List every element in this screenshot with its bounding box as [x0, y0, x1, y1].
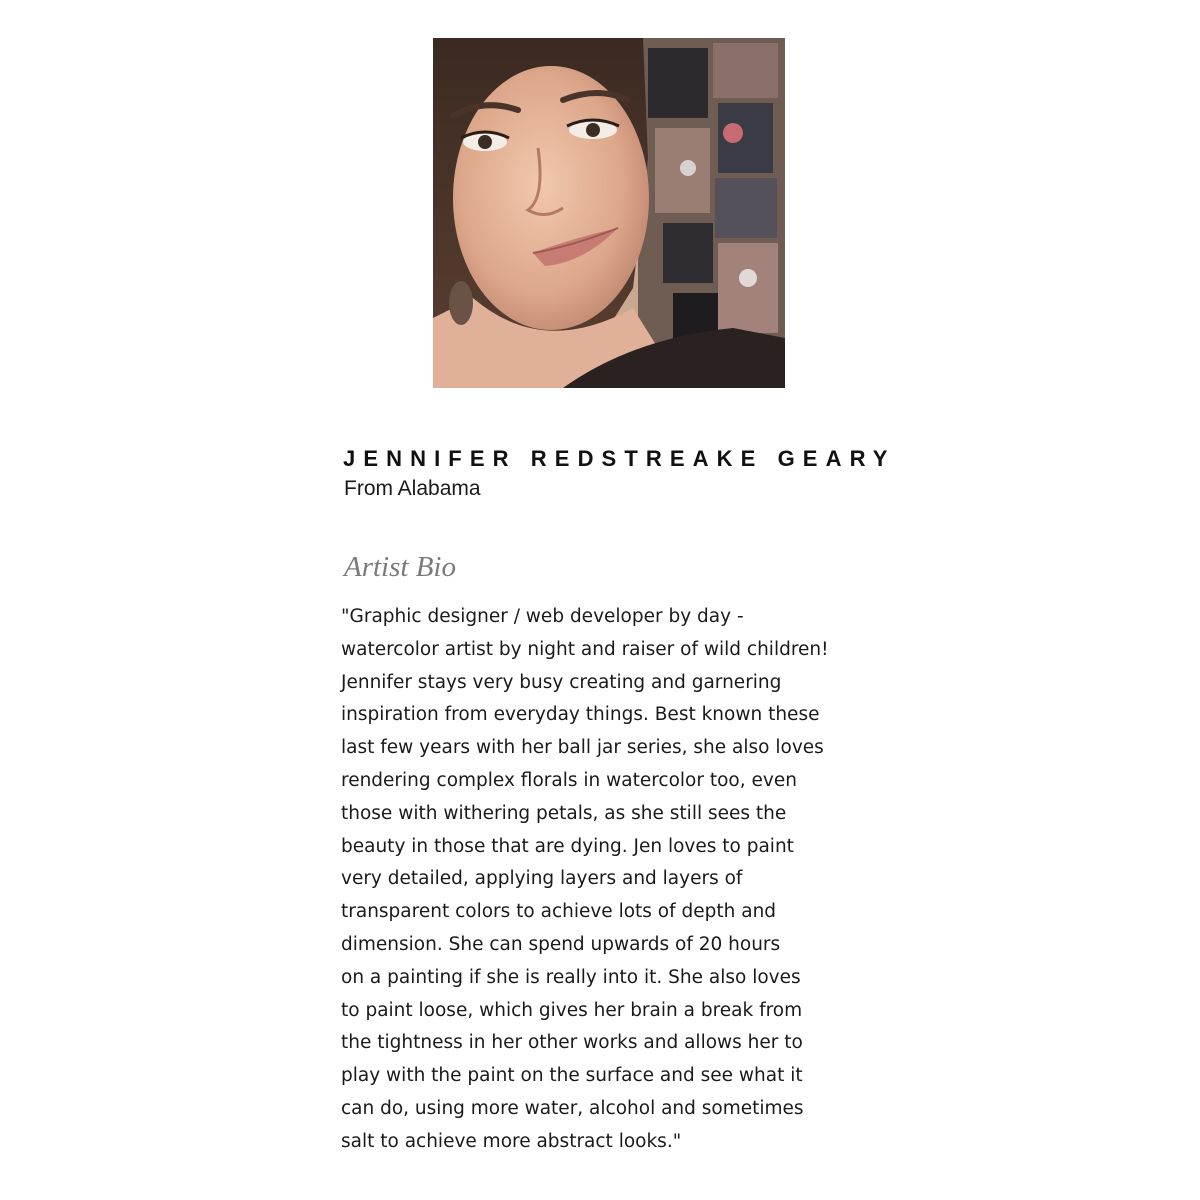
bio-heading: Artist Bio — [344, 551, 456, 583]
bio-line: very detailed, applying layers and layers of — [341, 868, 743, 890]
bio-line: can do, using more water, alcohol and sometimes — [341, 1097, 804, 1119]
bio-line: dimension. She can spend upwards of 20 hours — [341, 933, 781, 955]
bio-line: salt to achieve more abstract looks." — [341, 1130, 682, 1152]
artist-name: JENNIFER REDSTREAKE GEARY — [343, 446, 896, 471]
bio-line: rendering complex florals in watercolor too, even — [341, 769, 797, 791]
bio-line: play with the paint on the surface and see what it — [341, 1065, 803, 1087]
bio-line: last few years with her ball jar series, she also loves — [341, 737, 824, 759]
bio-line: those with withering petals, as she still sees the — [341, 802, 787, 824]
bio-line: the tightness in her other works and allows her to — [341, 1032, 803, 1054]
bio-line: "Graphic designer / web developer by day - — [341, 606, 744, 627]
bio-line: on a painting if she is really into it. She also loves — [341, 966, 801, 988]
bio-text — [341, 601, 829, 1159]
bio-line: transparent colors to achieve lots of depth and — [341, 901, 777, 923]
artist-origin: From Alabama — [344, 477, 481, 500]
bio-line: beauty in those that are dying. Jen loves to paint — [341, 835, 794, 857]
bio-line: to paint loose, which gives her brain a break from — [341, 999, 803, 1021]
bio-line: inspiration from everyday things. Best known these — [341, 704, 820, 726]
bio-line: Jennifer stays very busy creating and garnering — [341, 671, 782, 693]
bio-line: watercolor artist by night and raiser of wild children! — [341, 638, 829, 660]
artist-portrait-photo — [433, 38, 785, 388]
